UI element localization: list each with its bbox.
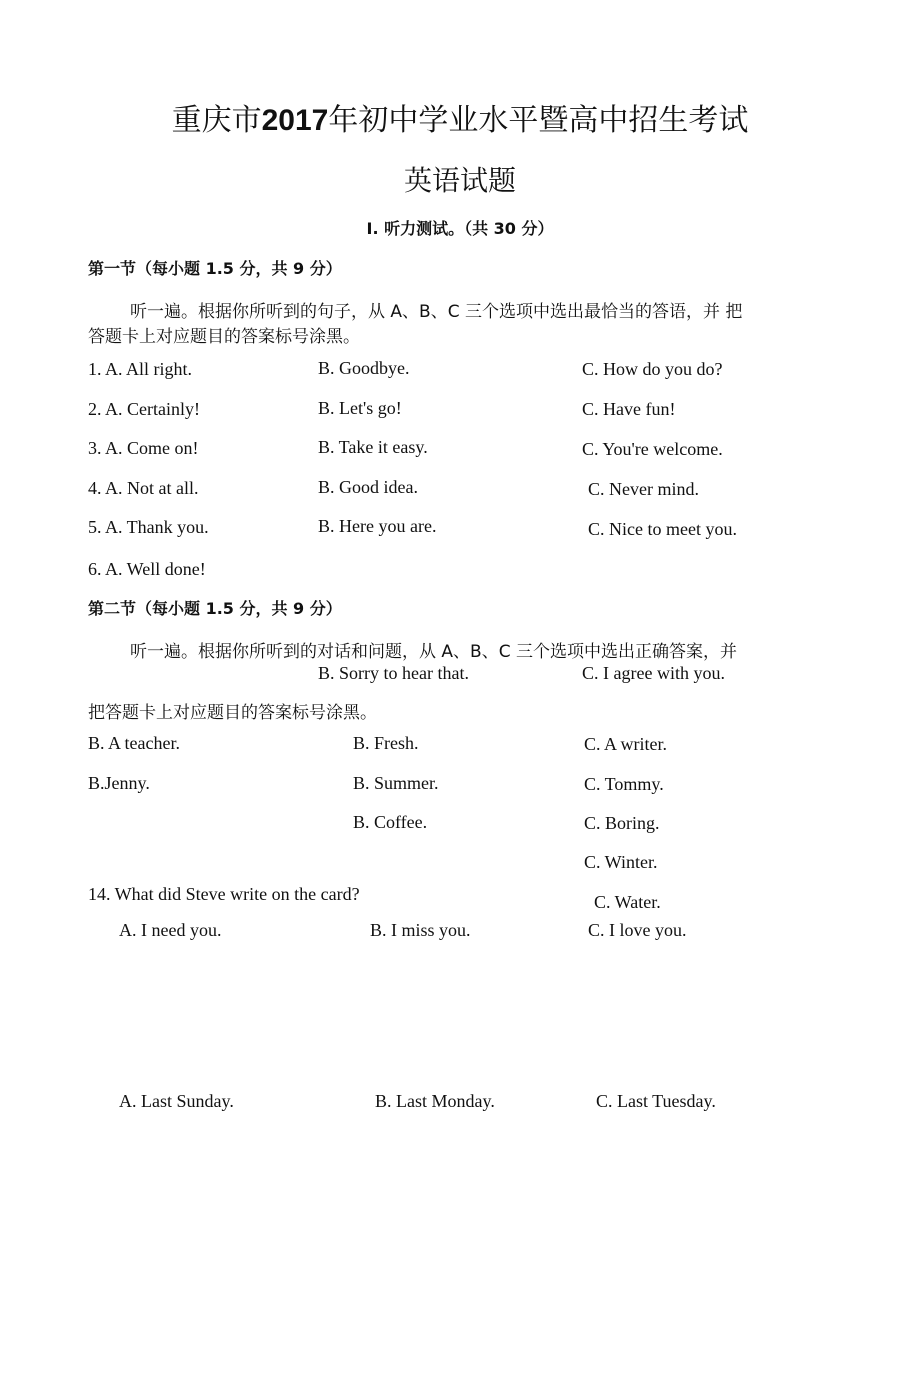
s2-row1-option-a: B. A teacher. xyxy=(88,733,180,753)
exam-title xyxy=(0,103,920,139)
q2-option-c: C. Have fun! xyxy=(582,399,676,419)
q5-option-a: 5. A. Thank you. xyxy=(88,517,209,537)
s2-row4-option-c: C. Winter. xyxy=(584,852,658,872)
q14-option-c: C. I love you. xyxy=(588,920,687,940)
q4-option-c: C. Never mind. xyxy=(588,479,699,499)
section1-instruction-line1: 听一遍。根据你所听到的句子，从 A、B、C 三个选项中选出最恰当的答语，并 把 xyxy=(130,302,743,322)
exam-subtitle: 英语试题 xyxy=(403,164,516,197)
q1-option-c: C. How do you do? xyxy=(582,359,723,379)
q15-option-a: A. Last Sunday. xyxy=(119,1091,234,1111)
s2-row2-option-b: B. Summer. xyxy=(353,773,439,793)
q1-option-a: 1. A. All right. xyxy=(88,359,193,379)
title-year: 2017 xyxy=(261,104,329,137)
q5-option-c: C. Nice to meet you. xyxy=(588,519,737,539)
q6-option-c: C. I agree with you. xyxy=(582,663,725,683)
q4-option-a: 4. A. Not at all. xyxy=(88,478,199,498)
q6-option-a: 6. A. Well done! xyxy=(88,559,206,579)
section1-instruction-line2: 答题卡上对应题目的答案标号涂黑。 xyxy=(88,327,360,347)
q6-option-b: B. Sorry to hear that. xyxy=(318,663,469,683)
part1-heading: I. 听力测试。（共 30 分） xyxy=(366,219,554,238)
q2-option-a: 2. A. Certainly! xyxy=(88,399,200,419)
q14-question: 14. What did Steve write on the card? xyxy=(88,884,360,904)
q3-option-c: C. You're welcome. xyxy=(582,439,723,459)
title-prefix: 重庆市 xyxy=(171,103,262,138)
section2-instruction-line1: 听一遍。根据你所听到的对话和问题，从 A、B、C 三个选项中选出正确答案，并 xyxy=(130,642,737,662)
q14-option-b: B. I miss you. xyxy=(370,920,471,940)
q3-option-a: 3. A. Come on! xyxy=(88,438,199,458)
s2-row3-option-c: C. Boring. xyxy=(584,813,660,833)
section1-heading: 第一节（每小题 1.5 分，共 9 分） xyxy=(88,259,342,278)
q1-option-b: B. Goodbye. xyxy=(318,358,410,378)
q5-option-b: B. Here you are. xyxy=(318,516,437,536)
q15-option-b: B. Last Monday. xyxy=(375,1091,495,1111)
section2-instruction-line2: 把答题卡上对应题目的答案标号涂黑。 xyxy=(88,703,377,723)
q14-option-a: A. I need you. xyxy=(119,920,222,940)
s2-row5-option-c: C. Water. xyxy=(594,892,661,912)
q15-option-c: C. Last Tuesday. xyxy=(596,1091,716,1111)
s2-row2-option-a: B.Jenny. xyxy=(88,773,150,793)
q2-option-b: B. Let's go! xyxy=(318,398,402,418)
s2-row2-option-c: C. Tommy. xyxy=(584,774,664,794)
s2-row3-option-b: B. Coffee. xyxy=(353,812,428,832)
q4-option-b: B. Good idea. xyxy=(318,477,418,497)
section2-heading: 第二节（每小题 1.5 分，共 9 分） xyxy=(88,599,342,618)
s2-row1-option-c: C. A writer. xyxy=(584,734,668,754)
q3-option-b: B. Take it easy. xyxy=(318,437,428,457)
title-suffix: 年初中学业水平暨高中招生考试 xyxy=(328,103,749,138)
s2-row1-option-b: B. Fresh. xyxy=(353,733,419,753)
